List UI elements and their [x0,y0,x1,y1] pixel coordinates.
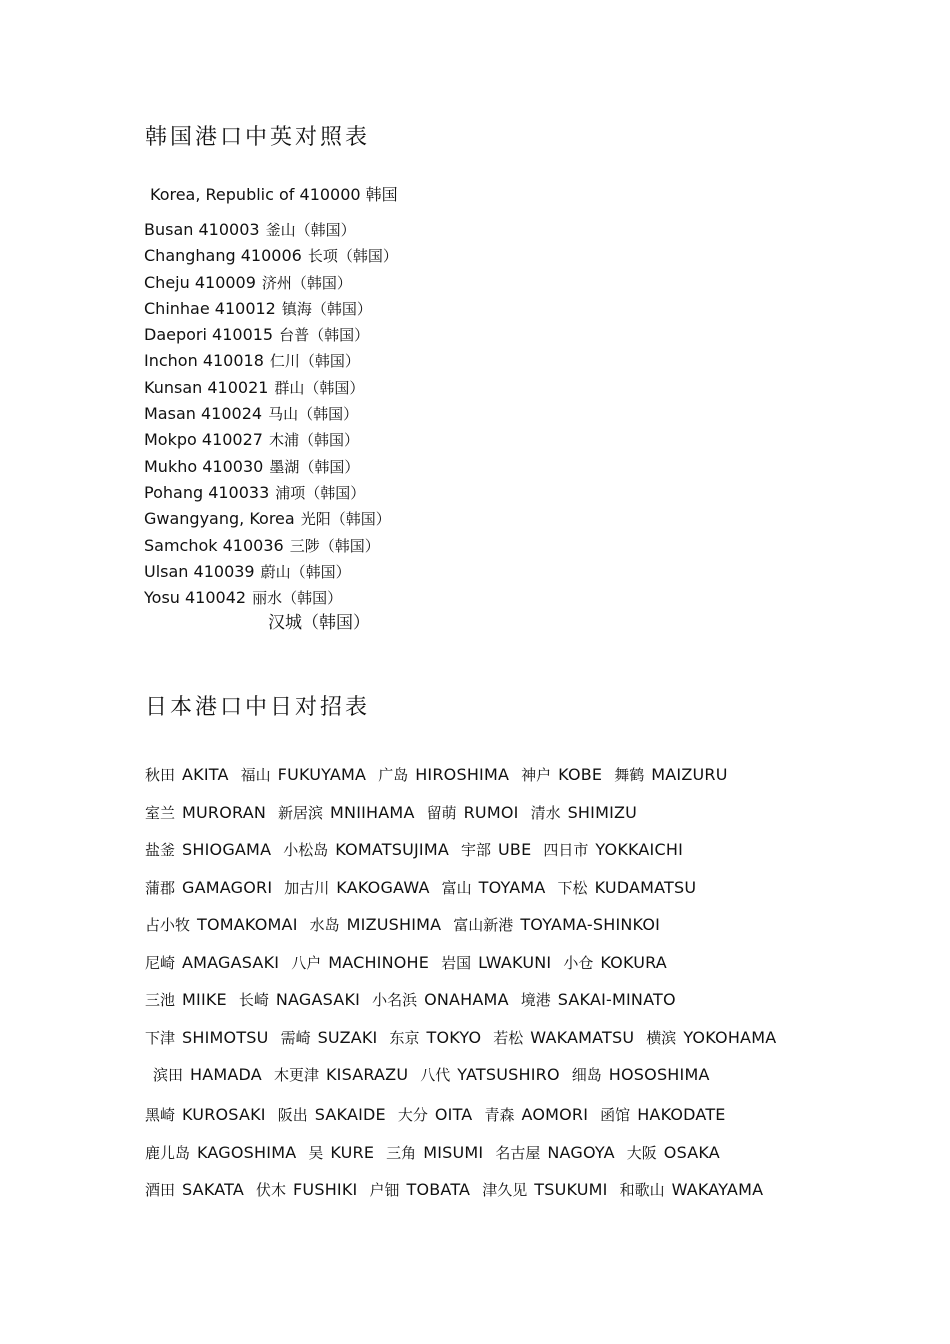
korea-country-line: Korea, Republic of 410000 韩国 [150,185,398,204]
port-chinese-name: 三陟（韩国） [289,536,380,555]
port-chinese-name: 马山（韩国） [268,405,359,424]
japan-port-row [145,1104,788,1142]
port-chinese-name: 八代 [420,1066,451,1084]
port-chinese-name: 留萌 [426,803,457,822]
port-chinese-name: 加古川 [284,878,330,897]
japan-port-row [145,989,788,1027]
port-chinese-name: 盐釜 [145,841,176,859]
port-chinese-name: 横滨 [646,1028,677,1047]
port-english-name: Masan 410024 [144,404,263,424]
port-chinese-name: 光阳（韩国） [300,510,391,529]
port-english-name: Samchok 410036 [144,535,284,555]
port-romaji-name: RUMOI [463,802,519,822]
japan-port-row [145,764,788,802]
port-chinese-name: 东京 [389,1028,420,1047]
port-chinese-name: 需崎 [280,1028,311,1047]
port-romaji-name: TOYAMA [478,877,546,897]
port-chinese-name: 木更津 [273,1066,319,1084]
port-chinese-name: 济州（韩国） [261,273,352,292]
port-chinese-name: 黑崎 [145,1106,176,1124]
port-romaji-name: MAIZURU [651,765,728,784]
port-chinese-name: 群山（韩国） [274,378,365,397]
port-romaji-name: SHIOGAMA [182,840,272,859]
port-romaji-name: AMAGASAKI [182,952,280,972]
korea-port-item [144,535,398,561]
korea-port-item [144,561,398,587]
port-chinese-name: 下松 [557,878,588,897]
port-english-name: Yosu 410042 [144,588,247,608]
port-english-name: Mokpo 410027 [144,430,263,450]
port-romaji-name: SUZAKI [317,1027,378,1047]
port-chinese-name: 福山 [240,766,271,784]
port-english-name: Pohang 410033 [144,482,270,502]
port-chinese-name: 青森 [484,1106,515,1124]
port-chinese-name: 木浦（韩国） [268,431,359,450]
port-chinese-name: 富山新港 [453,916,514,934]
port-chinese-name: 浦项（韩国） [275,483,366,502]
port-romaji-name: YATSUSHIRO [457,1065,560,1084]
port-chinese-name: 神户 [521,766,552,784]
port-english-name: Chinhae 410012 [144,298,276,318]
port-romaji-name: MNIIHAMA [330,802,415,822]
port-romaji-name: TOMAKOMAI [197,915,298,934]
port-romaji-name: TOKYO [426,1027,482,1047]
japan-port-row [145,1179,788,1217]
port-romaji-name: MIIKE [182,990,227,1009]
port-chinese-name: 台普（韩国） [279,326,370,345]
port-chinese-name: 鹿儿岛 [145,1143,191,1162]
korea-port-item [144,324,398,350]
japan-port-row [145,1142,788,1180]
korea-port-item [144,245,398,271]
port-romaji-name: SHIMOTSU [182,1027,269,1047]
port-chinese-name: 酒田 [145,1181,176,1199]
port-chinese-name: 三角 [386,1143,417,1162]
port-chinese-name: 广岛 [378,766,409,784]
port-chinese-name: 新居滨 [278,803,324,822]
japan-port-row [145,914,788,952]
port-romaji-name: MACHINOHE [328,952,430,972]
port-english-name: Cheju 410009 [144,272,256,292]
port-chinese-name: 四日市 [543,841,589,859]
port-english-name: Mukho 410030 [144,456,264,476]
port-romaji-name: KAGOSHIMA [197,1142,297,1162]
port-romaji-name: HIROSHIMA [415,765,510,784]
port-chinese-name: 小仓 [563,953,594,972]
port-english-name: Kunsan 410021 [144,377,269,397]
port-romaji-name: SHIMIZU [567,802,638,822]
port-romaji-name: KOKURA [600,952,667,972]
japan-port-row [145,802,788,840]
port-chinese-name: 吴 [308,1143,324,1162]
port-chinese-name: 名古屋 [495,1143,541,1162]
korea-port-item [144,350,398,376]
port-romaji-name: LWAKUNI [478,952,552,972]
port-romaji-name: KOMATSUJIMA [335,840,449,859]
port-english-name: Ulsan 410039 [144,561,255,581]
port-chinese-name: 舞鹤 [614,766,645,784]
port-romaji-name: SAKATA [182,1180,245,1199]
korea-port-list [144,219,398,613]
port-chinese-name: 室兰 [145,803,176,822]
port-chinese-name: 细岛 [571,1066,602,1084]
port-chinese-name: 富山 [441,878,472,897]
port-chinese-name: 宇部 [460,841,491,859]
port-romaji-name: SAKAIDE [314,1105,386,1124]
port-english-name: Gwangyang, Korea [144,509,295,529]
port-romaji-name: TSUKUMI [534,1180,608,1199]
japan-port-row [145,839,788,877]
port-chinese-name: 蒲郡 [145,878,176,897]
port-romaji-name: YOKKAICHI [595,840,684,859]
port-chinese-name: 尼崎 [145,953,176,972]
port-english-name: Daepori 410015 [144,325,274,345]
port-chinese-name: 釜山（韩国） [265,221,356,239]
port-romaji-name: FUSHIKI [293,1180,358,1199]
korea-port-item [144,456,398,482]
port-chinese-name: 清水 [530,803,561,822]
port-english-name: Changhang 410006 [144,246,302,266]
port-romaji-name: OITA [434,1105,473,1124]
port-chinese-name: 滨田 [153,1066,184,1084]
port-chinese-name: 和歌山 [619,1181,665,1199]
port-chinese-name: 墨湖（韩国） [269,457,360,476]
port-chinese-name: 下津 [145,1028,176,1047]
port-chinese-name: 伏木 [256,1181,287,1199]
korea-port-item [144,508,398,534]
port-romaji-name: KURE [330,1142,375,1162]
port-chinese-name: 仁川（韩国） [269,352,360,371]
port-romaji-name: AKITA [182,765,229,784]
port-chinese-name: 镇海（韩国） [281,299,372,318]
port-chinese-name: 阪出 [277,1106,308,1124]
port-romaji-name: KUROSAKI [182,1105,266,1124]
korea-port-item [144,377,398,403]
port-chinese-name: 长项（韩国） [307,247,398,266]
port-romaji-name: HAMADA [190,1065,262,1084]
korea-port-item [144,219,398,245]
port-chinese-name: 八户 [291,953,322,972]
port-romaji-name: KOBE [558,765,603,784]
korea-extra-port: 汉城（韩国） [268,613,370,633]
japan-port-row [145,1064,788,1104]
port-chinese-name: 小松岛 [283,841,329,859]
port-english-name: Busan 410003 [144,220,260,239]
port-chinese-name: 境港 [520,991,551,1009]
port-romaji-name: KUDAMATSU [594,877,697,897]
port-chinese-name: 水岛 [309,916,340,934]
port-romaji-name: FUKUYAMA [277,765,367,784]
port-romaji-name: HOSOSHIMA [608,1065,710,1084]
port-chinese-name: 丽水（韩国） [252,589,343,608]
port-romaji-name: MURORAN [182,802,267,822]
port-romaji-name: ONAHAMA [424,990,509,1009]
port-romaji-name: KAKOGAWA [336,877,430,897]
korea-port-item [144,429,398,455]
port-chinese-name: 占小牧 [145,916,191,934]
port-chinese-name: 长崎 [238,991,269,1009]
korea-port-item [144,298,398,324]
port-romaji-name: UBE [498,840,532,859]
port-chinese-name: 大阪 [626,1143,657,1162]
port-romaji-name: GAMAGORI [182,877,273,897]
port-romaji-name: WAKAMATSU [530,1027,635,1047]
port-romaji-name: YOKOHAMA [683,1027,777,1047]
japan-port-row [145,1027,788,1065]
port-chinese-name: 小名浜 [372,991,418,1009]
port-romaji-name: KISARAZU [325,1065,409,1084]
japan-port-row [145,877,788,915]
port-romaji-name: HAKODATE [637,1105,726,1124]
japan-port-list [145,764,788,1217]
port-romaji-name: TOYAMA-SHINKOI [520,915,661,934]
port-romaji-name: TOBATA [406,1180,471,1199]
port-chinese-name: 三池 [145,991,176,1009]
port-chinese-name: 户钿 [369,1181,400,1199]
port-romaji-name: NAGASAKI [275,990,361,1009]
port-romaji-name: NAGOYA [547,1142,615,1162]
port-romaji-name: AOMORI [521,1105,589,1124]
port-chinese-name: 若松 [493,1028,524,1047]
korea-section-title: 韩国港口中英对照表 [145,125,371,150]
port-romaji-name: MISUMI [423,1142,484,1162]
japan-port-row [145,952,788,990]
port-romaji-name: SAKAI-MINATO [557,990,676,1009]
port-chinese-name: 蔚山（韩国） [260,562,351,581]
port-chinese-name: 函馆 [600,1106,631,1124]
korea-port-item [144,272,398,298]
port-chinese-name: 秋田 [145,766,176,784]
korea-port-item [144,403,398,429]
port-chinese-name: 大分 [397,1106,428,1124]
korea-port-item [144,482,398,508]
port-romaji-name: WAKAYAMA [671,1180,764,1199]
port-english-name: Inchon 410018 [144,351,264,371]
port-romaji-name: MIZUSHIMA [346,915,442,934]
port-romaji-name: OSAKA [663,1142,720,1162]
port-chinese-name: 津久见 [482,1181,528,1199]
port-chinese-name: 岩国 [441,953,472,972]
japan-section-title: 日本港口中日对招表 [145,695,371,720]
